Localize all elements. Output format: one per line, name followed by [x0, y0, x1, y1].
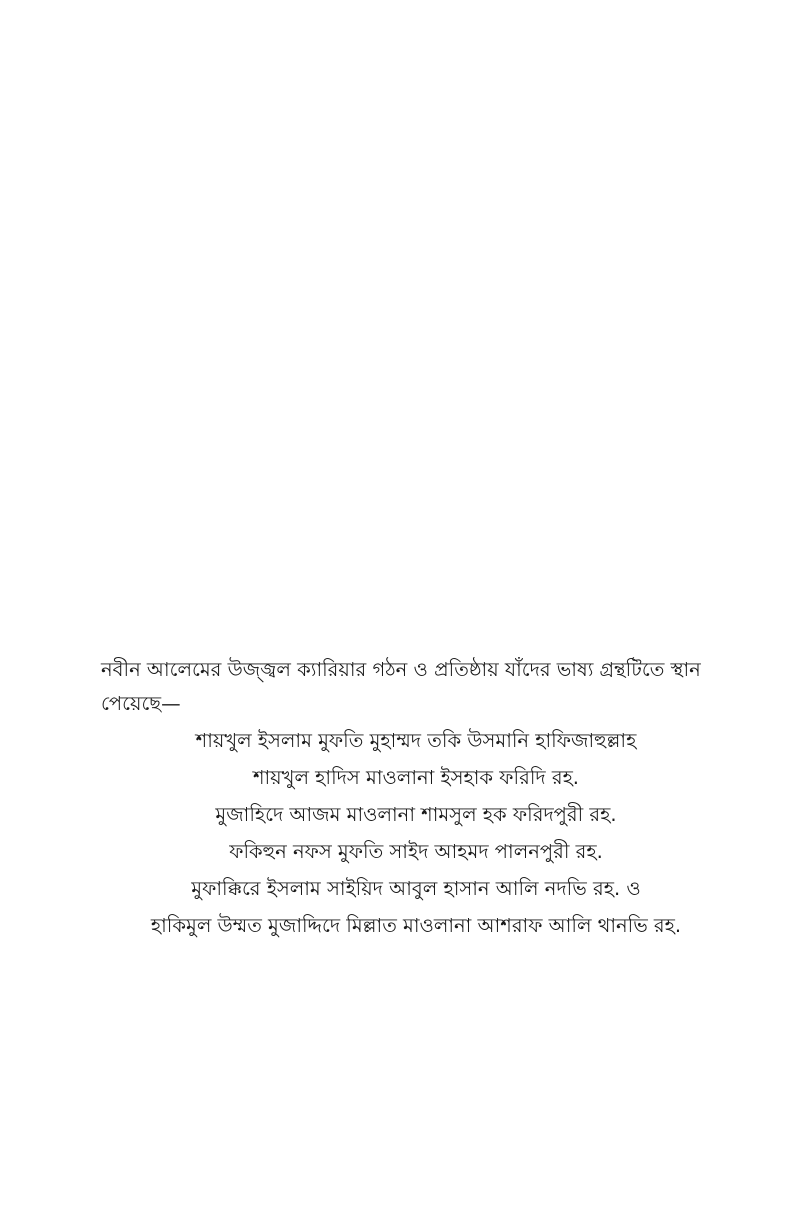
- intro-paragraph: নবীন আলেমের উজ্জ্বল ক্যারিয়ার গঠন ও প্রতিষ্ঠায় যাঁদের ভাষ্য গ্রন্থটিতে স্থান পেয়েছে—: [101, 658, 701, 715]
- scholar-list: [60, 722, 772, 944]
- scholar-name: শায়খুল হাদিস মাওলানা ইসহাক ফরিদি রহ.: [252, 766, 580, 789]
- scholar-name: হাকিমুল উম্মত মুজাদ্দিদে মিল্লাত মাওলানা আশরাফ আলি থানভি রহ.: [150, 914, 682, 937]
- scholar-name: ফকিহুন নফস মুফতি সাইদ আহমদ পালনপুরী রহ.: [229, 840, 603, 863]
- scholar-name: মুফাক্কিরে ইসলাম সাইয়িদ আবুল হাসান আলি নদভি রহ. ও: [191, 877, 641, 900]
- scholar-name: শায়খুল ইসলাম মুফতি মুহাম্মদ তকি উসমানি হাফিজাহুল্লাহ: [195, 729, 637, 752]
- scholar-name: মুজাহিদে আজম মাওলানা শামসুল হক ফরিদপুরী রহ.: [215, 803, 617, 826]
